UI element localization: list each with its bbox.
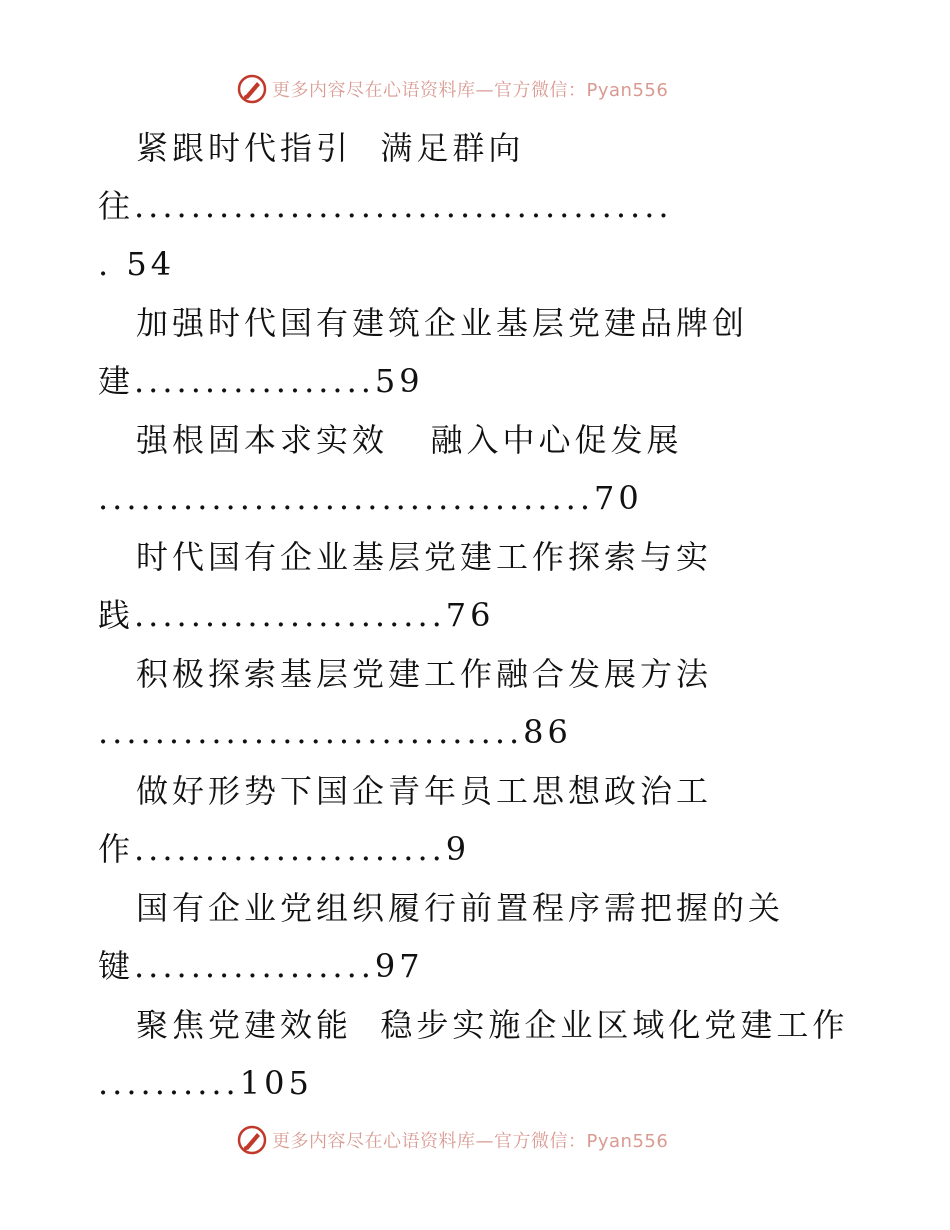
toc-entry-title: 聚焦党建效能 稳步实施企业区域化党建工作 xyxy=(136,1006,849,1044)
watermark-text: 更多内容尽在心语资料库—官方微信：Pyan556 xyxy=(272,1131,669,1152)
toc-entry-leader: ...................................70 xyxy=(98,479,643,517)
toc-entry-leader: 往...................................... xyxy=(98,187,673,225)
toc-entry-leader: 践......................76 xyxy=(98,596,495,634)
watermark-banner-bottom xyxy=(236,1123,668,1157)
toc-entry-leader: ..............................86 xyxy=(98,713,572,751)
toc-entry-title: 时代国有企业基层党建工作探索与实 xyxy=(136,538,713,576)
toc-entry-leader: 建.................59 xyxy=(98,362,424,400)
toc-entry-title: 加强时代国有建筑企业基层党建品牌创 xyxy=(136,304,749,342)
toc-entry-title: 国有企业党组织履行前置程序需把握的关 xyxy=(136,889,785,927)
toc-entry-title: 紧跟时代指引 满足群向 xyxy=(136,129,525,167)
toc-entry-leader: 键.................97 xyxy=(98,947,424,985)
toc-entry-title: 强根固本求实效 融入中心促发展 xyxy=(136,421,683,459)
toc-entry-title: 做好形势下国企青年员工思想政治工 xyxy=(136,772,713,810)
toc-entry-page: . 54 xyxy=(98,245,176,283)
toc-entry-leader: ..........105 xyxy=(98,1064,313,1102)
watermark-text: 更多内容尽在心语资料库—官方微信：Pyan556 xyxy=(272,80,669,101)
toc-entry-title: 积极探索基层党建工作融合发展方法 xyxy=(136,655,713,693)
toc-entry-leader: 作......................9 xyxy=(98,830,471,868)
pen-logo-icon xyxy=(236,1124,268,1156)
